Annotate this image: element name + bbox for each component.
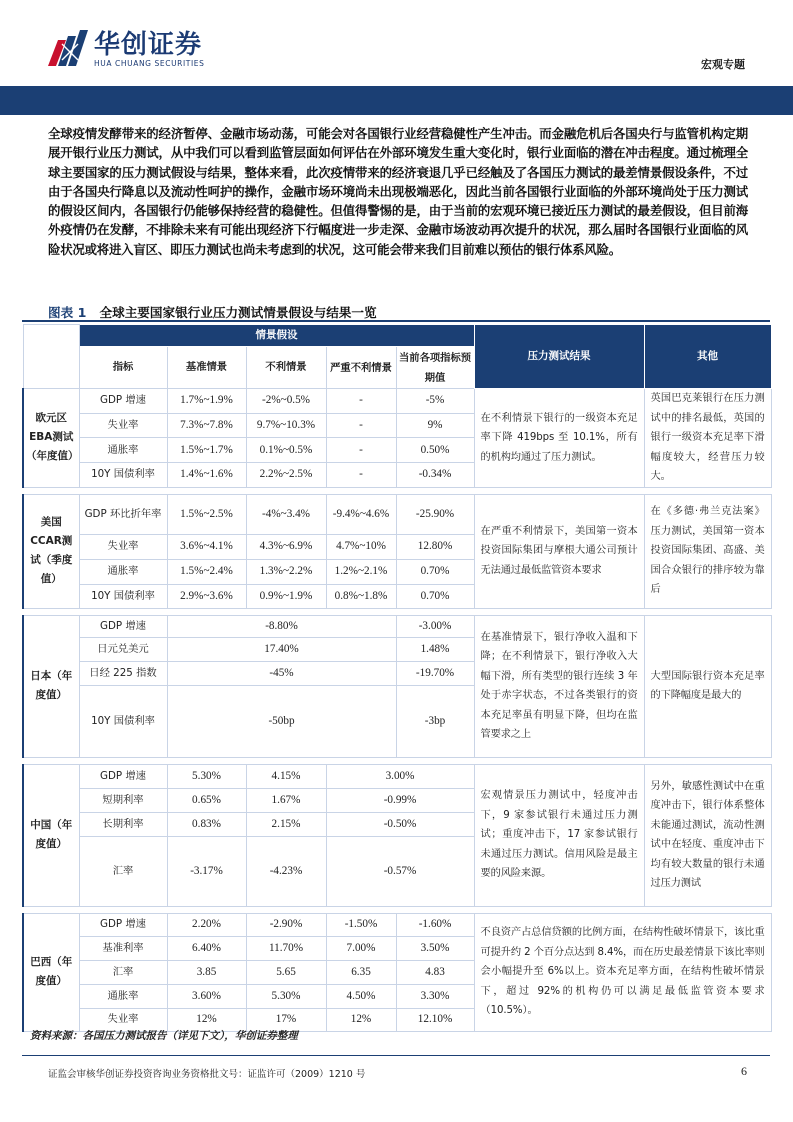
- value-base: 1.5%~1.7%: [167, 438, 246, 463]
- value-current: -0.34%: [396, 462, 474, 487]
- value-current: 3.00%: [326, 764, 474, 788]
- value-adverse: 1.3%~2.2%: [246, 559, 326, 584]
- value-scenario: 17.40%: [167, 637, 396, 661]
- value-current: -3bp: [396, 685, 474, 757]
- indicator: GDP 增速: [79, 389, 167, 414]
- value-current: -5%: [396, 389, 474, 414]
- indicator: 10Y 国债利率: [79, 584, 167, 608]
- region-us: 美国CCAR测试（季度值）: [23, 494, 79, 608]
- value-current: -19.70%: [396, 661, 474, 685]
- value-scenario: -45%: [167, 661, 396, 685]
- value-base: 1.7%~1.9%: [167, 389, 246, 414]
- value-scenario: -50bp: [167, 685, 396, 757]
- value-severe: 4.50%: [326, 984, 396, 1008]
- value-adverse: 0.9%~1.9%: [246, 584, 326, 608]
- indicator: 基准利率: [79, 936, 167, 960]
- indicator: 通胀率: [79, 559, 167, 584]
- figure-rule: [22, 320, 770, 322]
- value-severe: -: [326, 462, 396, 487]
- value-current: 9%: [396, 413, 474, 438]
- value-base: 6.40%: [167, 936, 246, 960]
- indicator: 长期利率: [79, 812, 167, 836]
- header-current: 当前各项指标预期值: [396, 347, 474, 389]
- value-severe: -: [326, 438, 396, 463]
- footer-license: 证监会审核华创证券投资咨询业务资格批文号：证监许可（2009）1210 号: [48, 1069, 366, 1080]
- source-note: 资料来源：各国压力测试报告（详见下文），华创证券整理: [30, 1030, 298, 1042]
- value-base: 0.65%: [167, 788, 246, 812]
- value-adverse: 5.65: [246, 960, 326, 984]
- value-scenario: -8.80%: [167, 615, 396, 637]
- value-base: 3.6%~4.1%: [167, 534, 246, 559]
- indicator: 10Y 国债利率: [79, 462, 167, 487]
- result-us: 在严重不利情景下，美国第一资本投资国际集团与摩根大通公司预计无法通过最低监管资本要求: [474, 494, 644, 608]
- value-severe: 12%: [326, 1008, 396, 1031]
- footer-rule: [22, 1055, 770, 1056]
- value-base: 2.9%~3.6%: [167, 584, 246, 608]
- intro-paragraph: 全球疫情发酵带来的经济暂停、金融市场动荡，可能会对各国银行业经营稳健性产生冲击。而金融危机后各国央行与监管机构定期展开银行业压力测试，从中我们可以看到监管层面如何评估在外部环境发生重大变化时，银行业面临的潜在冲击程度。通过梳理全球主要国家的压力测试假设与结果，整体来看，此次疫情带来的经济衰退几乎已经触及了各国压力测试的最差情景假设条件，不过由于各国央行降息以及流动性呵护的操作，金融市场环境尚未出现极端恶化，因此当前各国银行业面临的外部环境尚处于压力测试的假设区间内，各国银行仍能够保持经营的稳健性。但值得警惕的是，由于当前的宏观环境已接近压力测试的最差假设，但目前海外疫情仍在发酵，不排除未来有可能出现经济下行幅度进一步走深、金融市场波动再次提升的状况，那么届时各国银行业面临的风险状况或将进入盲区、即压力测试也尚未考虑到的状况，这可能会带来我们目前难以预估的银行体系风险。: [48, 126, 748, 257]
- indicator: 失业率: [79, 1008, 167, 1031]
- header-result: 压力测试结果: [474, 325, 644, 389]
- value-current: 3.30%: [396, 984, 474, 1008]
- value-current: 4.83: [396, 960, 474, 984]
- value-severe: 4.7%~10%: [326, 534, 396, 559]
- value-base: 3.60%: [167, 984, 246, 1008]
- logo-english-name: HUA CHUANG SECURITIES: [94, 59, 205, 68]
- value-severe: -9.4%~4.6%: [326, 494, 396, 534]
- value-adverse: -2%~0.5%: [246, 389, 326, 414]
- region-brazil: 巴西（年度值）: [23, 913, 79, 1031]
- indicator: 10Y 国债利率: [79, 685, 167, 757]
- value-adverse: -4%~3.4%: [246, 494, 326, 534]
- value-base: 7.3%~7.8%: [167, 413, 246, 438]
- value-adverse: 0.1%~0.5%: [246, 438, 326, 463]
- value-base: 3.85: [167, 960, 246, 984]
- indicator: 短期利率: [79, 788, 167, 812]
- figure-number: 图表 1: [48, 305, 87, 320]
- value-adverse: 5.30%: [246, 984, 326, 1008]
- indicator: 通胀率: [79, 984, 167, 1008]
- region-china: 中国（年度值）: [23, 764, 79, 906]
- indicator: 日经 225 指数: [79, 661, 167, 685]
- value-base: 0.83%: [167, 812, 246, 836]
- header-scenario-group: 情景假设: [79, 325, 474, 347]
- huachuang-logo-icon: [48, 30, 88, 66]
- value-base: 12%: [167, 1008, 246, 1031]
- value-current: -1.60%: [396, 913, 474, 936]
- other-eu: 英国巴克莱银行在压力测试中的排名最低，英国的银行一级资本充足率下滑幅度较大，经营压力较大。: [644, 389, 771, 488]
- indicator: 失业率: [79, 413, 167, 438]
- report-type: 宏观专题: [701, 58, 745, 71]
- header-indicator: 指标: [79, 347, 167, 389]
- indicator: GDP 增速: [79, 615, 167, 637]
- value-base: -3.17%: [167, 836, 246, 906]
- value-base: 5.30%: [167, 764, 246, 788]
- header-base: 基准情景: [167, 347, 246, 389]
- value-adverse: -4.23%: [246, 836, 326, 906]
- value-severe: -1.50%: [326, 913, 396, 936]
- region-eu: 欧元区EBA测试（年度值）: [23, 389, 79, 488]
- value-current: 12.80%: [396, 534, 474, 559]
- region-japan: 日本（年度值）: [23, 615, 79, 757]
- value-current: -0.99%: [326, 788, 474, 812]
- value-adverse: 9.7%~10.3%: [246, 413, 326, 438]
- stress-test-table: [22, 324, 772, 1032]
- indicator: GDP 增速: [79, 764, 167, 788]
- value-adverse: 1.67%: [246, 788, 326, 812]
- value-severe: 7.00%: [326, 936, 396, 960]
- value-adverse: 2.2%~2.5%: [246, 462, 326, 487]
- value-current: 12.10%: [396, 1008, 474, 1031]
- indicator: 失业率: [79, 534, 167, 559]
- value-base: 1.5%~2.5%: [167, 494, 246, 534]
- header-other: 其他: [644, 325, 771, 389]
- result-china: 宏观情景压力测试中，轻度冲击下，9 家参试银行未通过压力测试；重度冲击下，17 家参试银行未通过压力测试。信用风险是最主要的风险来源。: [474, 764, 644, 906]
- indicator: GDP 增速: [79, 913, 167, 936]
- other-us: 在《多德·弗兰克法案》压力测试，美国第一资本投资国际集团、高盛、美国合众银行的排序较为靠后: [644, 494, 771, 608]
- value-current: 1.48%: [396, 637, 474, 661]
- indicator: 汇率: [79, 960, 167, 984]
- value-current: -0.57%: [326, 836, 474, 906]
- value-adverse: 2.15%: [246, 812, 326, 836]
- other-china: 另外，敏感性测试中在重度冲击下，银行体系整体未能通过测试，流动性测试中在轻度、重度冲击下均有较大数量的银行未通过压力测试: [644, 764, 771, 906]
- logo-chinese-name: 华创证券: [94, 30, 203, 60]
- value-adverse: 4.15%: [246, 764, 326, 788]
- indicator: 通胀率: [79, 438, 167, 463]
- value-base: 1.4%~1.6%: [167, 462, 246, 487]
- value-current: 0.70%: [396, 559, 474, 584]
- indicator: GDP 环比折年率: [79, 494, 167, 534]
- header-severe: 严重不利情景: [326, 347, 396, 389]
- other-japan: 大型国际银行资本充足率的下降幅度是最大的: [644, 615, 771, 757]
- value-base: 1.5%~2.4%: [167, 559, 246, 584]
- page-number: 6: [741, 1064, 747, 1078]
- value-adverse: 4.3%~6.9%: [246, 534, 326, 559]
- header-bar: [0, 86, 793, 115]
- result-eu: 在不利情景下银行的一级资本充足率下降 419bps 至 10.1%，所有的机构均通过了压力测试。: [474, 389, 644, 488]
- indicator: 日元兑美元: [79, 637, 167, 661]
- value-severe: -: [326, 389, 396, 414]
- value-current: 3.50%: [396, 936, 474, 960]
- value-current: 0.50%: [396, 438, 474, 463]
- value-current: -0.50%: [326, 812, 474, 836]
- value-severe: 6.35: [326, 960, 396, 984]
- value-severe: 1.2%~2.1%: [326, 559, 396, 584]
- header-adverse: 不利情景: [246, 347, 326, 389]
- value-adverse: 17%: [246, 1008, 326, 1031]
- value-adverse: 11.70%: [246, 936, 326, 960]
- value-base: 2.20%: [167, 913, 246, 936]
- value-current: -25.90%: [396, 494, 474, 534]
- value-severe: -: [326, 413, 396, 438]
- value-current: 0.70%: [396, 584, 474, 608]
- indicator: 汇率: [79, 836, 167, 906]
- figure-title: [48, 302, 377, 321]
- figure-title-text: 全球主要国家银行业压力测试情景假设与结果一览: [99, 305, 377, 320]
- value-current: -3.00%: [396, 615, 474, 637]
- header-blank: [23, 325, 79, 389]
- result-brazil: 不良资产占总信贷额的比例方面，在结构性破坏情景下，该比重可提升约 2 个百分点达到 8.4%，而在历史最差情景下该比率则会小幅提升至 6%以上。资本充足率方面，在结构性破坏情景下，超过 92%的机构仍可以满足最低监管资本要求（10.5%）。: [474, 913, 771, 1031]
- company-logo: [48, 30, 268, 70]
- value-adverse: -2.90%: [246, 913, 326, 936]
- value-severe: 0.8%~1.8%: [326, 584, 396, 608]
- result-japan: 在基准情景下，银行净收入温和下降；在不利情景下，银行净收入大幅下滑，所有类型的银行连续 3 年处于赤字状态，不过各类银行的资本充足率虽有明显下降，但均在监管要求之上: [474, 615, 644, 757]
